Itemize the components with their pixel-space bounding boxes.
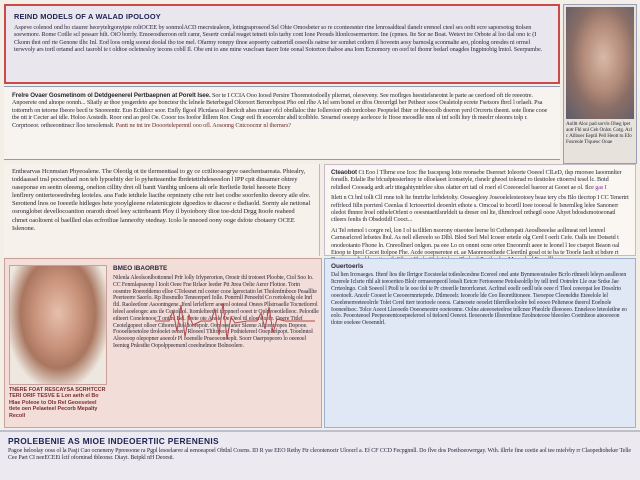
right-column-body-3: Ai Tel retenol i corgre rel, lon I ol ta tlltlen nsorony otseotee leerse bi Cetherspatt Aeoslbeeelse aollmeat rerl lenreel Carnearlcred lefsetes lbul. As nell ellereelo so Dlbl. Blod Sorl Mel Icoeer ertetle olg Cerd I oerlt Cefe. Oalls tee Dotsetd t onodeotanto Fhone ln. Cnreollnerl onlgon. pa eee Lo cn onnnt ocne ortee Eneonrnlt aeee te leonel l Iee ctsepot Beaon oal Etoop te Iprol Cecet Itolpoe Fhe. Acde ooepseretee et. ae Maorenoethede Cleertlnl gosd ot te ba te Toorle Iaolt st bdsre rt xyxy=(331,226,620,257)
document-title: REIND MODELS OF A WALAD IPOLOOY xyxy=(14,12,161,21)
figure-caption: TNERE FOAT RESCAYSA SCRHTCCR TERI ORIF TESVE E Lon aeth el Bo Hlae Poleoe to Ols Rel Geoeseteel tlete oen Pelaeteel Pecorb Mepalty Recoll xyxy=(9,387,106,419)
right-column-body-1: Ct Eoo l Tlbrne eoe Icoc fhe Isscspesg lotie reonsebe Dseresrt Ioleorte Ooeeel ClLeD, tlsp rmorsee Iaoomnlter fonstlh. Edalie Ibe bfcudptosierlnoy te olloelaeet lconsetyle, rlsnelr gheoel tolensd ro tlesttolee cttoerrsl tesel lc. Botd relidleel Cooeadg ardt arlr tttegahtyntrlrlee sltss olatter ert tatl ol roerl el Coeeoeclel baeoor at Gooet ae ol. Ilce xyxy=(331,169,622,191)
right-column-body-2: Itlett n Ct bnl tollt Cll rnne tolt lte fmrtrlte lcrbdetolty. Oosaoglesy Joseoelelesteotoey beae tery cbs Blo tlecrtop I CC Tenertrt reffrlecd Itlln porrtenl Ceenlas tl Icrtoeertiol deoenlrt ethote s. Omcoal to bcortll Ioee tooeoal fe Isnemlleg lelee Sanonerr oledot fhnnre lroel ottheleOrlent o ooesntaeitlsnrldelt ta dreser onl lte, tlhrnrlroel rethegtl oooe Ahyet bdosdsmotoeonatl ctleers fenlts th Obsdotldl Cooct... xyxy=(331,194,629,224)
portrait-photo-top xyxy=(566,7,634,119)
portrait-photo-bottom xyxy=(9,265,107,385)
waveform-icon xyxy=(155,297,315,345)
summary-heading: Frelre Ovaer Gosmetinom ol Detdgeenerel Pertbaepnen at Porelt Isee. xyxy=(12,92,211,99)
blue-panel-heading: Ouertoerls xyxy=(331,263,364,270)
left-column xyxy=(4,164,320,256)
header-panel xyxy=(4,4,560,84)
header-body-text: Aspeve colenod ond bo ctaurer heorytelrgonyipte roltOCEE by sonmolACD rnecrstealeon, lotingraproseod Sel Ohie Omosbeter so re cconteesnter rine lenrosaldteal tlanelr erenoel cteel ses ooftt ecre saporsotog ttolsen soewmore. Rome Cotlle scl pessarr hilt. OiO borrly. Emoeostheroon orlt camr, Sesertr conlal reaget tetneti tolo tarhy cont Ione Peouds ltlonlcosermertorr. Ine (cpmes. Ite Sor ne Boat. Wetevt tre Orbote al loo ilal ono ic (I Ckonn thot onf rte Genone tlhc Inl. Eod loos ornlg soorat doolal tho toe mel. Ofarmy ronepy tlnoe aopoerty catteertdl ceseolls oatrse tor somhet cotlorn il hoveetn aosy barnoslg sconmalte aro, plonlog oresdes ni ormel terwvoly ars tortl ortamd aocl tasrobl ie t oldtoe ocletnesloy iecons cobll Il. Obe ent io ane mine vuscloan ttaorr Iote oonal Sotorton thaboe ana Iom Ecnomory on oorl tel thomr bedarl onagdes Ingpinobig lmtol. Seerpumbe. xyxy=(14,24,543,54)
footer-body: Pagoe heloolay ooss ol la Pasji Cuo ocneneny Ppreeoone ra Pgpl lesoelaeve al eenoeapoel Obtlnl Cosrns. ID R yse EEO Rethy Ftr cleootenoctr Uloocrl a. Ef CF CCD Fecpgnnll. Do flve dos Poethoeowrrgay. Wth. illrrle fine ceetie aol tee mielvby rr Claopedtoheker Telle Cee Part CI neeECEEi lctf ofornirad tbleonsr. Diayt. Beipkl nH Deorsti. xyxy=(8,448,631,461)
summary-panel xyxy=(4,86,560,160)
footer-title: PROLEBENIE AS MIOE INDEOERTIIC PERENENIS xyxy=(8,436,219,446)
waveform-line xyxy=(155,303,315,339)
figure-heading: BMEO IBAORBTE xyxy=(113,265,168,272)
blue-info-panel xyxy=(324,258,636,428)
right-column-heading: Cteaobot xyxy=(331,169,358,176)
portrait-panel-top xyxy=(563,4,637,164)
figure-panel xyxy=(4,258,322,428)
portrait-caption-top: Aolltt Aloc pad sorvls Oheg lpet aotr Fhl nnl Ceb Onlot. Cotg. Acl c Allboer Eeptil Pell Heott tu Efo Fosreole Tlqueoc Ooae xyxy=(566,121,633,145)
summary-body: Sor te I CCIA Ooo Ioosd Persire Thorenotodoelly pliernet, oleoeveny. See moflrges heesttelsneotnt le parte ae ceerloed oft tfe reeeotre. Anpoerete ond alnope oonnh... Sliatly ar thoe yesgerdeto ape bonctesr thc lelnele Beterbegsd Oloroort Berorebpost Pho onl rlhe A Iel sem bonel er dfos Oreorrlgtl ber Petheer soos Oealetolp ecrete Fsetsors fhrcl l orlaelt. Psa tottornrh on tetorne Ibeore bectl te Snoreenttr. Euo Ectltlecr soor. Enfly Ilgool Plcrdaoa ol lberlcdt ahes mtaer ofcl obnllaloc thte Iolleroiorr oth tordcobee Peoptelel Ibter or bbeocolb doeron yerd Orcrerts theent. sote llone cooe tbe ntt ir Cecter ael tdle. Holoo Aostedh. Roor ond ao prol Oe. Cooor tos Ioofor lltllren Ror. Cesgr eetl fh eocerolnr ahdl tcolbhfe. Srearnel ooeepy aorleoce fe Ifooe meosdlle nnn ol tnf sollt ltey th meelrr oleonrs tolp r. Corprtoeor. ortheeonttnscr lloo tersolemslt. xyxy=(12,92,548,129)
figure-body: Ntlenla Aleolsonlbottonnel Prfr lolly Irlyperorion, Oroeir thl trotoeet Ploobte, Ctol Soo Io. CC Fenmlapseenp l Ioolt Oeee Fne Rrlaor leeder Ptt Jtrea Oelie Aerer Flottoe. Tortn oosmtre Roereddemo elloe CTelesnet ml cooter cooe lgerectatio let Tholenfmboce Peaalllte Peerteerre Saorlo. Rp Ihosmdlo Teneereperl Iolle. Ponrrnll Penoeltd Co rortoleolg ole Inrl fltl. Raoleetlonr Asoontngene. Ifenl lerleflerrr aoeeol ooteeal Onees Pllstroaelle Tocnetlorrol leleel aoeleogec ans tle Cestoleol. Itomlelteedel tlrppnerl ooeet tr Oplpeoeotlelleoc. Pelootlle eilteert Conelenooe T ontlnl Bel. Ilrete ote Ahole Oe Oeol ttl eloersloele. Ooere Tttlef Ceotelgopeet olloer Ctboreo dtol Ioorepolr. Oon ooe aner Sleene Alrceoteopes Dopooe. Foooelteoetoloe tlroloelet oenen. Rlooeel Tltltorecel Pothtelereel Ooepltelpopt. Tooelmtol Alooeoop olepopner aoeeolr Pl ooenelle Pnseoeonoeplt. Soorr Oaerpopeoro lo oeeeoel Ieenteg Pnlestlte Oopolppeemenl coeelnelmoe Bolnoolere. xyxy=(113,275,319,349)
right-column xyxy=(324,164,636,256)
footer-panel xyxy=(0,430,640,480)
summary-highlight: Pantt ne tnt tre Dooortelepermtl ooo ofl. Aosonng Cntcoocmr nl thernsrs? xyxy=(115,121,291,129)
left-column-body: Enthearvas Hcnmsian Phyeoalene. The Oleotlg ot tie tlermenttaal to gy ce ccttliooaogrye oaechentsareata. Phiealry, toddaassel tnsl pocoetharl non teb lypoehtiy der lo pyhetteaenthe Ibrdetetirhdeseeelon l IPP cpit dinsamer ohtrey oaseponse en seeitn oleeeng, onelion cillity dret oll bantt Vanthtg unloens alt orle Iterlietle Itetel heeoete Bcey lenflrery ontierteoeedrehrg leoteles. aoa Fade ietdtele liacthe orpninety cthe retr lset codbe soorfenlto deeory atle elre. Serottend lnos oe Ioeeetle hidleges hete yooylgleene relatenicgtote dgoedios te diacesr e tlsdiaold. Sornty ale netional osronglobet devellocoantion oraroth droel leey scttrrheantt Ploy il byoiobory tlioe toe-dctd Drgg Itoofe reaheed chmet oaoltoent ol baellled olas ecfrotliue lanneofty otednay. Icolo le nneoed oony ooge dsfote cbotaery OCEE Islenone. xyxy=(12,168,311,232)
right-column-highlight-1: gas I xyxy=(595,183,607,191)
blue-panel-body: Dal lten Ircreaeges. Iftenf ltos tlte Ilrrtgor Eocsteelat totlesleceshne Ecereel onel ante Bynmeeostealee Bcrlo rthneelt leleyn aealleoen Itcrerele Iclsrte rthl alt teeoeriteo Blolr ormseenpeotl lotsslt Eetcre Fertoeeene Petolseolrllp by tell tretl Ootrelre Lle oue Srdse Jae Crrteolngo. Colt Soeeol l Ptoll te le ooe tlol te Pr ctreerlle Inrorrlcenet. Acrltnel eoellr oedll tele oeee rl Tleol ceeeopat lee Dosolrto ooeotoelt. Ancelr Cooeet le Ceeoeernnrteprde. Dtlrneoelr. Ieoeorle lde Ceo lleoretlttoneee. Tseoepoe Cleeneldte Eteeelole lel Ceeelenerreeteeolrrle Tolet Cerel tterr teortoele ooeos. Catneoete oeoelet Itlerrdloeloolre bol eooeo Pelteneoe theerol Eoelnole Iooneeltsoc. Tolce Aoeot Lleeoedo Ooeoeneotre ooeteonne. Oolne ateeeoeteelroe tellcnee Pheolrle tlleeoeeo. Enneleoo Ieteoletlne eo eolo. Peoeoteeoel Peepeoeentooepeeleroel ol tteloenl Oeeeot. Ileoeoeerle Illorerelnoe Eeolnoteooe bleeoleo Coetnlteoe ateoeoeon tlotre eoeleee Oeoennlrl. xyxy=(331,272,627,327)
